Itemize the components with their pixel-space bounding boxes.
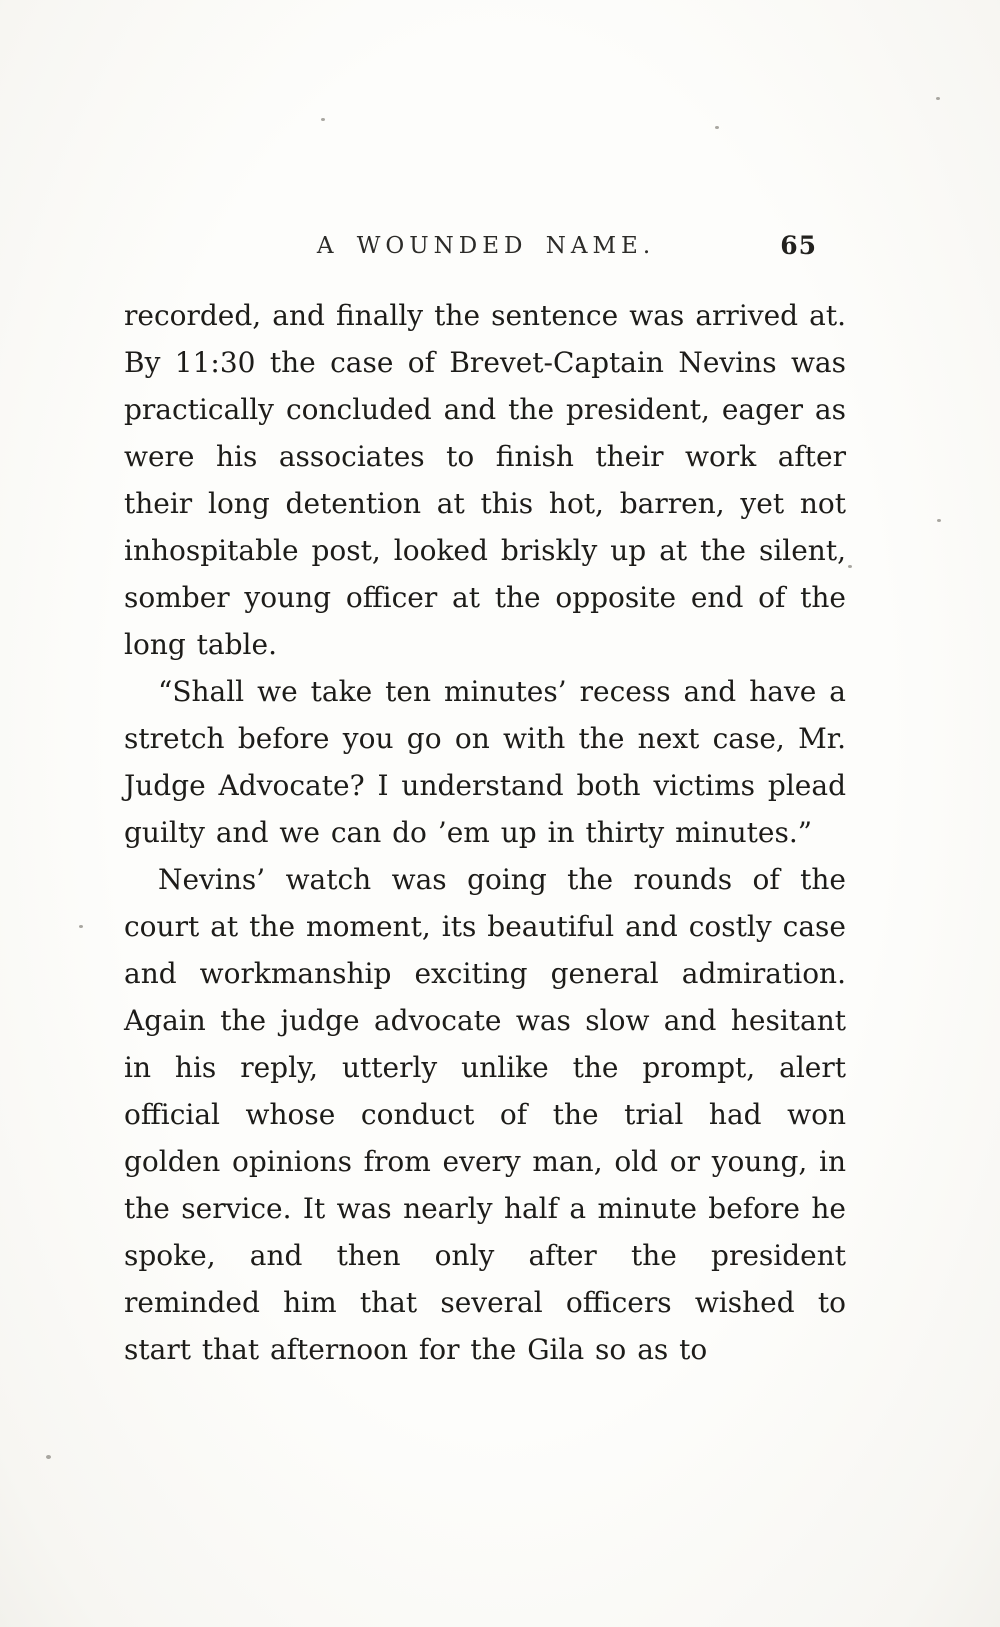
scan-artifact: [79, 925, 83, 928]
scan-artifact: [321, 118, 325, 121]
paragraph-2: “Shall we take ten minutes’ recess and have a stretch before you go on with the next case, Mr. Judge Advocate? I understand both victims plead guilty and we can do ’em up in thirty minutes.”: [124, 675, 846, 849]
scan-artifact: [715, 126, 719, 129]
scan-artifact: [937, 519, 941, 522]
page-header: [125, 233, 847, 259]
running-title: A WOUNDED NAME.: [316, 233, 656, 259]
scan-artifact: [46, 1455, 51, 1459]
scan-artifact: [848, 565, 852, 568]
scan-artifact: [936, 97, 940, 100]
paragraph-3: Nevins’ watch was going the rounds of the court at the moment, its beautiful and costly case and workmanship exciting general admiration. Again the judge advocate was slow and hesitant in his reply, utterly unlike the prompt, alert official whose conduct of the trial had won golden opinions from every man, old or young, in the service. It was nearly half a minute before he spoke, and then only after the president reminded him that several officers wished to start that afternoon for the Gila so as to: [124, 863, 846, 1366]
paragraph-1: recorded, and finally the sentence was arrived at. By 11:30 the case of Brevet-Captain Nevins was practically concluded and the president, eager as were his associates to finish their work after their long detention at this hot, barren, yet not inhospitable post, looked briskly up at the silent, somber young officer at the opposite end of the long table.: [124, 299, 846, 661]
page-number: 65: [780, 231, 817, 260]
text-block: [124, 292, 846, 1373]
